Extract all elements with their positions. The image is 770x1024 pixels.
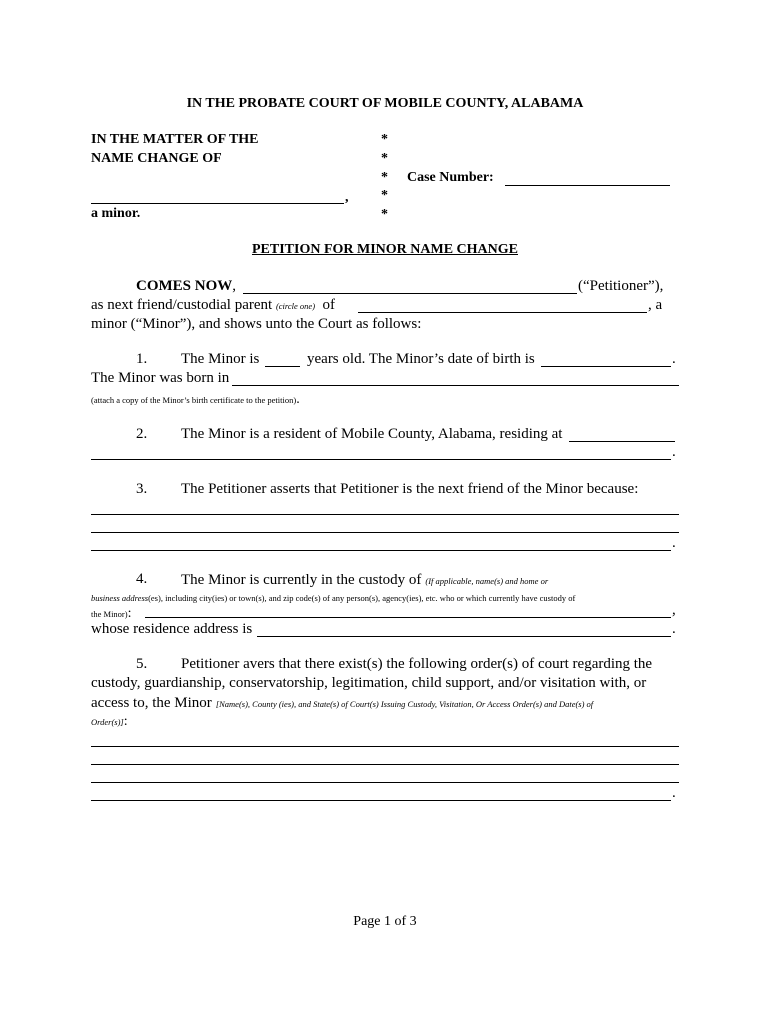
para5-line3: access to, the Minor [Name(s), County (ies), and State(s) of Court(s) Issuing Custody, Visitation, Or Access Order(s) and Date(s) of — [91, 695, 594, 711]
minor-age-field[interactable] — [265, 366, 300, 367]
orders-field-3[interactable] — [91, 782, 679, 783]
caption-a-minor: a minor. — [91, 206, 141, 221]
orders-field-1[interactable] — [91, 746, 679, 747]
para1-born-in: The Minor was born in — [91, 370, 230, 386]
intro-minor-line: minor (“Minor”), and shows unto the Court as follows: — [91, 316, 422, 332]
caption-comma: , — [345, 190, 349, 205]
para4-number: 4. — [136, 571, 148, 587]
intro-petitioner-tag: (“Petitioner”), — [578, 278, 664, 294]
reason-field-2[interactable] — [91, 532, 679, 533]
petitioner-name-field[interactable] — [243, 293, 577, 294]
birth-place-field[interactable] — [232, 385, 679, 386]
para1-number: 1. — [136, 351, 148, 367]
para5-number: 5. — [136, 656, 148, 672]
intro-comma-a: , a — [648, 297, 663, 313]
para5-line2: custody, guardianship, conservatorship, legitimation, child support, and/or visitation with, or — [91, 675, 647, 691]
reason-field-3[interactable] — [91, 550, 671, 551]
para4-comma: , — [672, 602, 676, 618]
petition-title: PETITION FOR MINOR NAME CHANGE — [251, 242, 518, 257]
intro-comes-now: COMES NOW, — [136, 278, 237, 294]
orders-field-2[interactable] — [91, 764, 679, 765]
minor-name-line[interactable] — [91, 203, 344, 204]
para5-line4: Order(s)]: — [91, 714, 128, 729]
para2-number: 2. — [136, 426, 148, 442]
caption-star: * — [381, 132, 388, 147]
para3-number: 3. — [136, 481, 148, 497]
para1-period: . — [672, 351, 676, 367]
case-number-field[interactable] — [505, 185, 670, 186]
para2-period: . — [672, 444, 676, 460]
para2-text: The Minor is a resident of Mobile County, Alabama, residing at — [181, 426, 563, 442]
residence-field-1[interactable] — [569, 441, 675, 442]
intro-next-friend: as next friend/custodial parent (circle one) of — [91, 297, 336, 313]
caption-matter-line2: NAME CHANGE OF — [91, 151, 222, 166]
caption-matter-line1: IN THE MATTER OF THE — [91, 132, 259, 147]
para4-period: . — [672, 621, 676, 637]
caption-star: * — [381, 207, 388, 222]
para5-period: . — [672, 785, 676, 801]
minor-name-intro-field[interactable] — [358, 312, 647, 313]
residence-field-2[interactable] — [91, 459, 671, 460]
custodian-field[interactable] — [145, 617, 671, 618]
reason-field-1[interactable] — [91, 514, 679, 515]
para3-text: The Petitioner asserts that Petitioner is the next friend of the Minor because: — [181, 481, 639, 497]
birth-date-field[interactable] — [541, 366, 671, 367]
para4-note-b: business address(es), including city(ies) or town(s), and zip code(s) of any person(s), agency(ies), etc. who or which currently have custody of — [91, 593, 576, 603]
court-heading: IN THE PROBATE COURT OF MOBILE COUNTY, ALABAMA — [186, 96, 584, 111]
para1-text-b: years old. The Minor’s date of birth is — [307, 351, 535, 367]
para5-line1: Petitioner avers that there exist(s) the following order(s) of court regarding the — [181, 656, 653, 672]
caption-star: * — [381, 151, 388, 166]
page-footer: Page 1 of 3 — [353, 914, 417, 929]
caption-star: * — [381, 188, 388, 203]
caption-star: * — [381, 170, 388, 185]
para1-text-a: The Minor is — [181, 351, 260, 367]
para1-note: (attach a copy of the Minor’s birth certificate to the petition). — [91, 392, 300, 407]
case-number-label: Case Number: — [407, 170, 494, 185]
para3-period: . — [672, 535, 676, 551]
custodian-residence-field[interactable] — [257, 636, 671, 637]
orders-field-4[interactable] — [91, 800, 671, 801]
para4-residence: whose residence address is — [91, 621, 253, 637]
para4-note-c: the Minor): — [91, 606, 132, 621]
para4-text: The Minor is currently in the custody of (If applicable, name(s) and home or — [181, 572, 549, 588]
